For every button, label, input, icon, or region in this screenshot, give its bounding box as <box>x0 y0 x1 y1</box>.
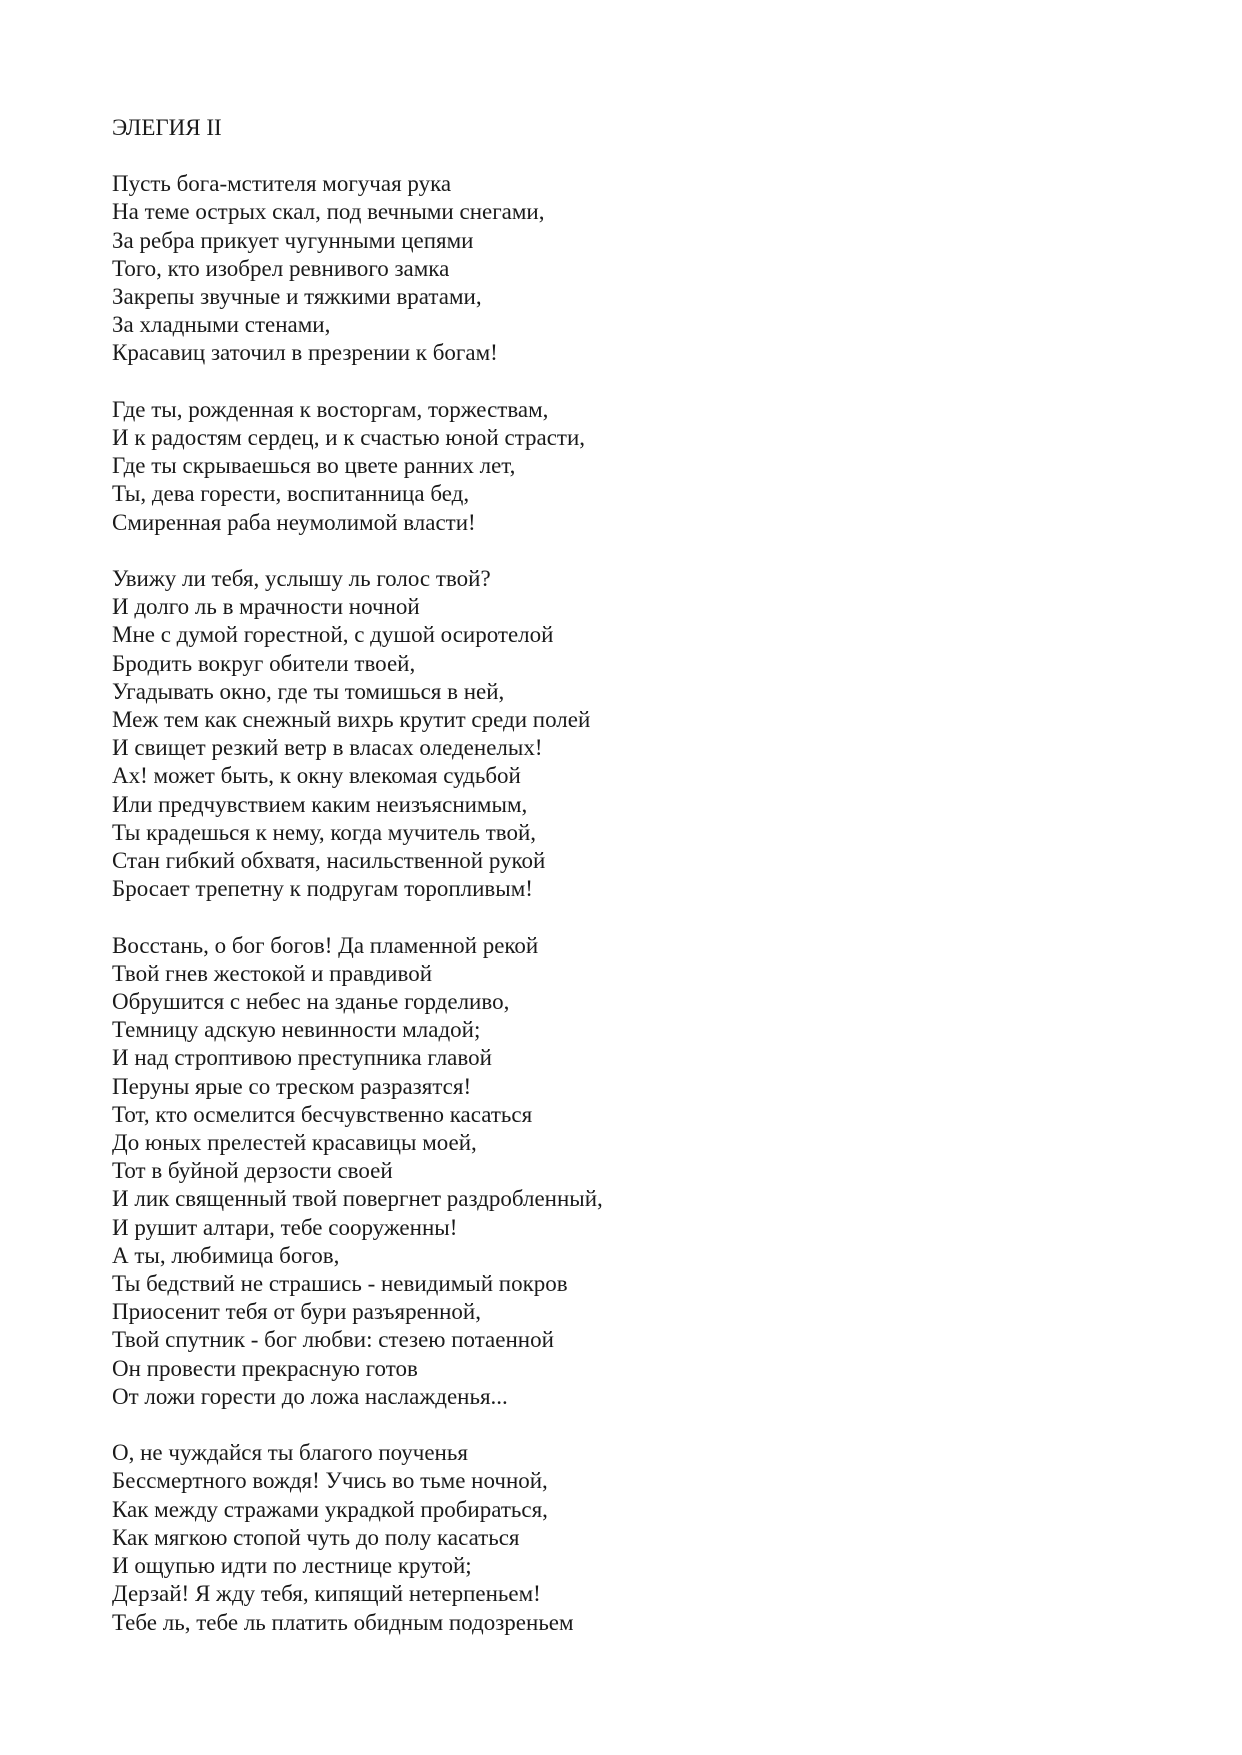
poem-line: И ощупью идти по лестнице крутой; <box>112 1553 472 1579</box>
poem-line: И над строптивою преступника главой <box>112 1045 492 1071</box>
poem-line: Бессмертного вождя! Учись во тьме ночной, <box>112 1468 548 1494</box>
poem-line: До юных прелестей красавицы моей, <box>112 1130 477 1156</box>
poem-line: Меж тем как снежный вихрь крутит среди полей <box>112 707 591 733</box>
poem-line: Твой гнев жестокой и правдивой <box>112 960 433 986</box>
poem-line: Где ты скрываешься во цвете ранних лет, <box>112 453 516 479</box>
poem-line: Бродить вокруг обители твоей, <box>112 650 416 676</box>
poem-line: И свищет резкий ветр в власах оледенелых! <box>112 735 543 761</box>
poem-line: Тебе ль, тебе ль платить обидным подозреньем <box>112 1609 574 1635</box>
poem-line: И рушит алтари, тебе сооруженны! <box>112 1214 458 1240</box>
poem-line: Восстань, о бог богов! Да пламенной рекой <box>112 932 539 958</box>
stanza-4 <box>112 932 1112 1411</box>
poem-line: Обрушится с небес на зданье горделиво, <box>112 989 510 1015</box>
poem-line: А ты, любимица богов, <box>112 1242 340 1268</box>
poem-line: Того, кто изобрел ревнивого замка <box>112 255 450 281</box>
poem-line: Тот в буйной дерзости своей <box>112 1158 393 1184</box>
poem-line: Он провести прекрасную готов <box>112 1355 418 1381</box>
poem-line: Стан гибкий обхватя, насильственной рукой <box>112 848 546 874</box>
poem-line: Мне с думой горестной, с душой осиротелой <box>112 622 554 648</box>
poem-title: ЭЛЕГИЯ II <box>112 115 222 140</box>
stanza-3 <box>112 565 1112 903</box>
poem-line: Темницу адскую невинности младой; <box>112 1017 481 1043</box>
poem-line: Где ты, рожденная к восторгам, торжествам, <box>112 396 549 422</box>
poem-line: Приосенит тебя от бури разъяренной, <box>112 1299 481 1325</box>
poem-line: Как мягкою стопой чуть до полу касаться <box>112 1524 520 1550</box>
poem-line: И долго ль в мрачности ночной <box>112 594 420 620</box>
poem-body <box>112 114 1112 1665</box>
poem-line: Твой спутник - бог любви: стезею потаенной <box>112 1327 554 1353</box>
poem-line: Ах! может быть, к окну влекомая судьбой <box>112 763 521 789</box>
poem-line: Угадывать окно, где ты томишься в ней, <box>112 678 505 704</box>
poem-line: И лик священный твой повергнет раздробленный, <box>112 1186 603 1212</box>
stanza-2 <box>112 396 1112 537</box>
poem-line: Тот, кто осмелится бесчувственно касаться <box>112 1101 533 1127</box>
poem-line: Бросает трепетну к подругам торопливым! <box>112 876 533 902</box>
poem-line: За хладными стенами, <box>112 312 331 338</box>
poem-line: На теме острых скал, под вечными снегами, <box>112 199 545 225</box>
poem-line: Увижу ли тебя, услышу ль голос твой? <box>112 566 491 592</box>
poem-line: Ты, дева горести, воспитанница бед, <box>112 481 470 507</box>
poem-line: Как между стражами украдкой пробираться, <box>112 1496 548 1522</box>
poem-line: Перуны ярые со треском разразятся! <box>112 1073 472 1099</box>
poem-line: О, не чуждайся ты благого поученья <box>112 1440 468 1466</box>
poem-line: За ребра прикует чугунными цепями <box>112 227 474 253</box>
poem-line: Красавиц заточил в презрении к богам! <box>112 340 498 366</box>
stanza-5 <box>112 1439 1112 1636</box>
poem-line: От ложи горести до ложа наслажденья... <box>112 1383 508 1409</box>
poem-line: Ты крадешься к нему, когда мучитель твой, <box>112 819 537 845</box>
stanza-1 <box>112 170 1112 367</box>
poem-line: Смиренная раба неумолимой власти! <box>112 509 476 535</box>
poem-line: Пусть бога-мстителя могучая рука <box>112 171 452 197</box>
poem-line: Или предчувствием каким неизъяснимым, <box>112 791 528 817</box>
poem-line: И к радостям сердец, и к счастью юной страсти, <box>112 425 586 451</box>
poem-line: Дерзай! Я жду тебя, кипящий нетерпеньем! <box>112 1581 541 1607</box>
poem-line: Ты бедствий не страшись - невидимый покров <box>112 1271 568 1297</box>
poem-line: Закрепы звучные и тяжкими вратами, <box>112 284 482 310</box>
